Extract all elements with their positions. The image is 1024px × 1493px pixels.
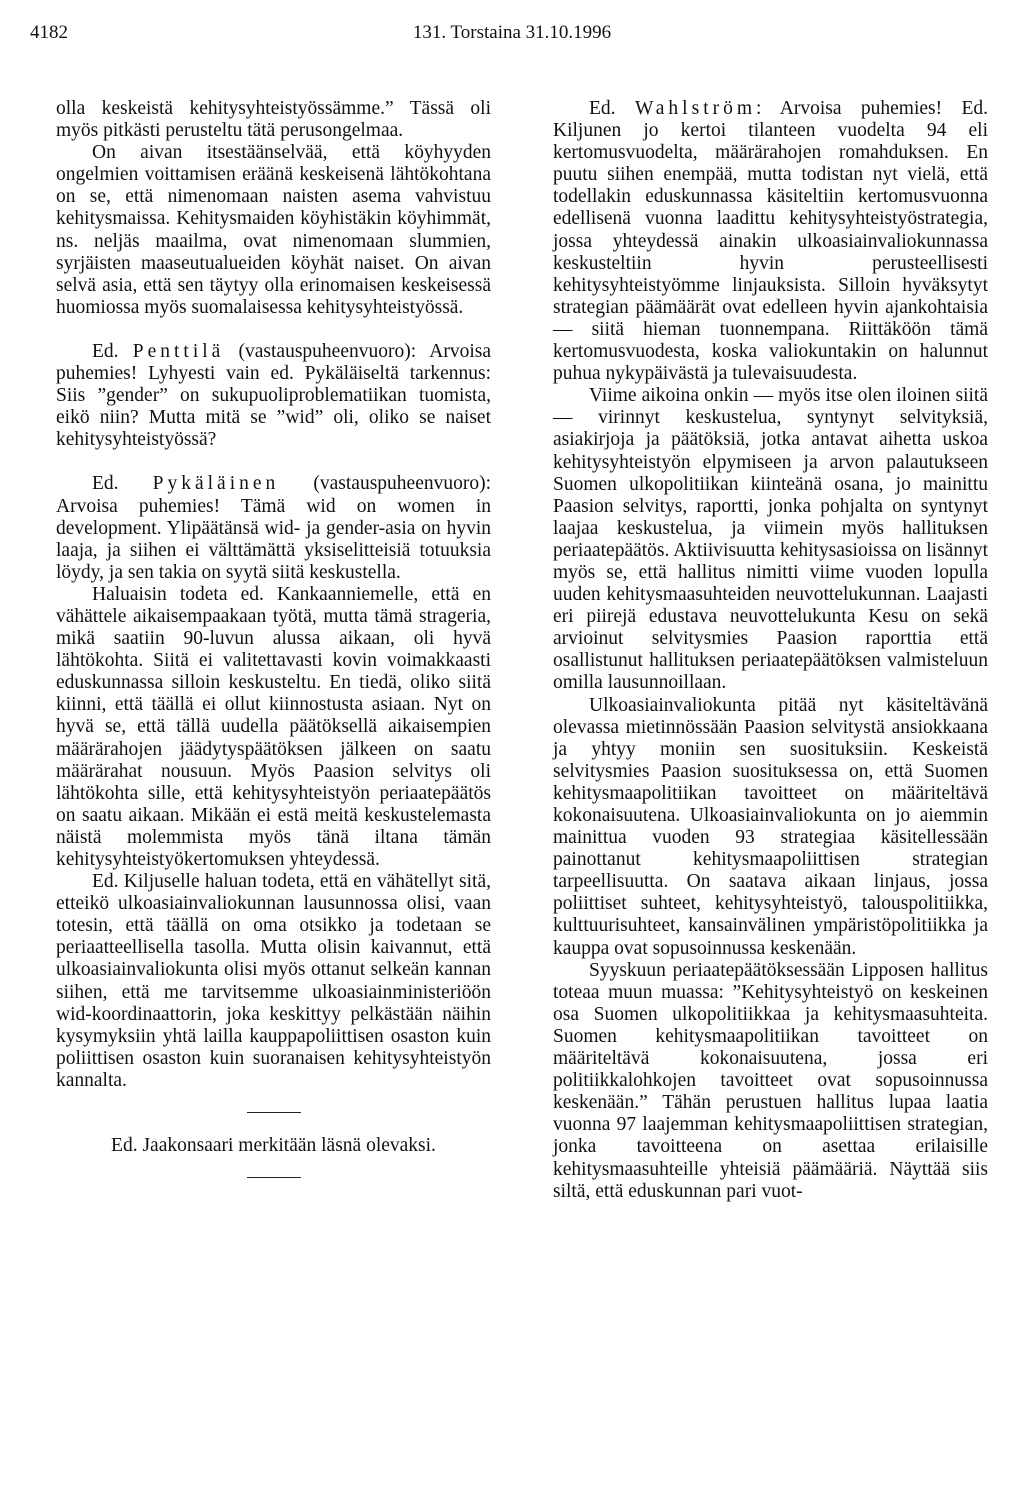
- paragraph: olla keskeistä kehitysyhteistyössämme.” Tässä oli myös pitkästi perusteltu tätä perusongelmaa.: [56, 98, 491, 142]
- speech-prefix: Ed.: [589, 98, 616, 119]
- page-number: 4182: [30, 22, 68, 43]
- speaker-name: Pykäläinen: [152, 473, 280, 495]
- notice: Ed. Jaakonsaari merkitään läsnä olevaksi.: [111, 1135, 436, 1157]
- speech-pykalainen: [56, 473, 491, 583]
- paragraph: On aivan itsestäänselvää, että köyhyyden ongelmien voittamisen eräänä keskeisenä lähtökohtana on se, että nimenomaan naisten asema vahvistuu kehitysmaissa. Kehitysmaiden köyhistäkin köyhimmät, ns. neljäs maailma, ovat nimenomaan slummien, syrjäisten maaseutualueiden köyhät naiset. On aivan selvä asia, että sen täytyy olla erinomaisen keskeisessä huomiossa myös suomalaisessa kehitysyhteistyössä.: [56, 142, 491, 318]
- speech-prefix: Ed.: [92, 340, 119, 362]
- speech-penttila: [56, 341, 491, 451]
- paragraph: Syyskuun periaatepäätöksessään Lipposen hallitus toteaa muun muassa: ”Kehitysyhteistyö on keskeinen osa Suomen ulkopolitiikkaa ja kehitysmaasuhteita. Suomen kehitysmaapolitiikan tavoitteet on määriteltävä kokonaisuutena, jossa eri politiikkalohkojen tavoitteet ovat sopusoinnussa keskenään.” Tähän perustuen hallitus lupaa laatia vuonna 97 laajemman kehitysmaapoliittisen strategian, jonka tavoitteena on asettaa erilaisille kehitysmaasuhteille yhteisiä päämääriä. Näyttää siis siltä, että eduskunnan pari vuot-: [553, 959, 988, 1202]
- paragraph: Ed. Kiljuselle haluan todeta, että en vähätellyt sitä, etteikö ulkoasiainvaliokunnan lausunnossa olisi, vaan totesin, että täällä on oma otsikko ja todetaan se periaatteellisella tasolla. Mutta olisin kaivannut, että ulkoasiainvaliokunta olisi myös ottanut selkeän kannan siihen, että me tarvitsemme ulkoasiainministeriöön wid-koordinaattorin, joka keskittyy pelkästään näihin kysymyksiin yhtä lailla kauppapoliittisen osaston kuin poliittisen osaston kuin suoranaisen kehitysyhteistyön kannalta.: [56, 871, 491, 1091]
- running-head: 131. Torstaina 31.10.1996: [412, 22, 612, 43]
- divider: [247, 1177, 301, 1178]
- left-column: [56, 98, 491, 1178]
- page-header: [0, 16, 1024, 46]
- speech-text: (vastauspuheenvuoro): Arvoisa puhemies! Lyhyesti vain ed. Pykäläiseltä tarkennus: Siis ”gender” on sukupuoliproblematiikan tuomista, eikö niin? Mutta mitä se ”wid” oli, oliko se naiset kehitysyhteistyössä?: [56, 340, 492, 451]
- speech-text: : Arvoisa puhemies! Ed. Kiljunen jo kertoi tilanteen vuodelta 94 eli kertomusvuodelta, määrärahojen romahduksen. En puutu siihen enempää, mutta todistan nyt vielä, että todellakin eduskunnassa käsiteltiin kertomusvuonna edellisenä vuonna laadittu kehitysyhteistyöstrategia, jossa yhteydessä ainakin ulkoasiainvaliokunnassa keskusteltiin hyvin perusteellisesti kehitysyhteistyömme linjauksista. Silloin hyväksytyt strategian päämäärät ovat edelleen hyvin ajankohtaisia — siitä hieman tuonnempana. Riittäköön tämä kertomusvuodesta, koska valiokuntakin on halunnut puhua nykypäivästä ja tulevaisuudesta.: [553, 98, 989, 385]
- right-column: [553, 98, 988, 1203]
- paragraph: Haluaisin todeta ed. Kankaanniemelle, että en vähättele aikaisempaakaan työtä, mutta tämä strageria, mikä saatiin 90-luvun alussa aikaan, oli hyvä lähtökohta. Siitä ei valitettavasti kovin voimakkaasti eduskunnassa silloin keskusteltu. En tiedä, oliko siitä kiinni, että täällä ei ollut kiinnostusta asiaan. Nyt on hyvä se, että tällä uudella päätöksellä aikaisempien määrärahojen jäädytyspäätöksen jälkeen on saatu määrärahat nousuun. Myös Paasion selvitys oli lähtökohta sille, että kehitysyhteistyön periaatepäätös on saatu aikaan. Mikään ei estä meitä keskustelemasta näistä molemmista myös tänä iltana tämän kehitysyhteistyökertomuksen yhteydessä.: [56, 583, 491, 870]
- speaker-name: Penttilä: [132, 340, 225, 362]
- paragraph: Viime aikoina onkin — myös itse olen iloinen siitä — virinnyt keskustelua, syntynyt selvityksiä, asiakirjoja ja päätöksiä, jotka antavat aihetta uskoa kehitysyhteistyön elpymiseen ja arvon palautukseen Suomen ulkopolitiikan kiinteänä osana, jo mainittu Paasion selvitys, raportti, jonka pohjalta on syntynyt laajaa keskustelua, ja viimein myös hallituksen periaatepäätös. Aktiivisuutta kehitysasioissa on lisännyt myös se, että hallitus nimitti viime vuoden lopulla uuden kehitysmaasuhteiden neuvottelukunnan. Laajasti eri piirejä edustava neuvottelukunta Kesu on sekä arvioinut selvitysmies Paasion raporttia että osallistunut hallituksen periaatepäätöksen valmisteluun omilla lausunnoillaan.: [553, 385, 988, 694]
- speech-prefix: Ed.: [92, 473, 119, 495]
- paragraph: Ulkoasiainvaliokunta pitää nyt käsiteltävänä olevassa mietinnössään Paasion selvitystä ansiokkaana ja yhtyy moniin sen suosituksiin. Keskeistä selvitysmies Paasion suosituksessa on, että Suomen kehitysmaapolitiikan tavoitteet on määriteltävä kokonaisuutena. Ulkoasiainvaliokunta on jo aiemmin mainittua vuoden 93 strategiaa käsitellessään painottanut kehitysmaapoliittisen strategian tarpeellisuutta. On saatava aikaan linjaus, jossa poliittiset suhteet, kehitysyhteistyö, talouspolitiikka, kulttuurisuhteet, kansainvälinen ympäristöpolitiikka ja kauppa ovat sopusoinnussa keskenään.: [553, 694, 988, 959]
- speaker-name: Wahlström: [634, 98, 757, 119]
- speech-text: (vastauspuheenvuoro): Arvoisa puhemies! Tämä wid on women in development. Ylipäätänsä wid- ja gender-asia on hyvin laaja, ja siihen ei välttämättä yksiselitteisiä totuuksia löydy, ja sen takia on syytä siitä keskustella.: [56, 473, 492, 583]
- divider: [247, 1112, 301, 1113]
- speech-wahlstrom: [553, 98, 988, 385]
